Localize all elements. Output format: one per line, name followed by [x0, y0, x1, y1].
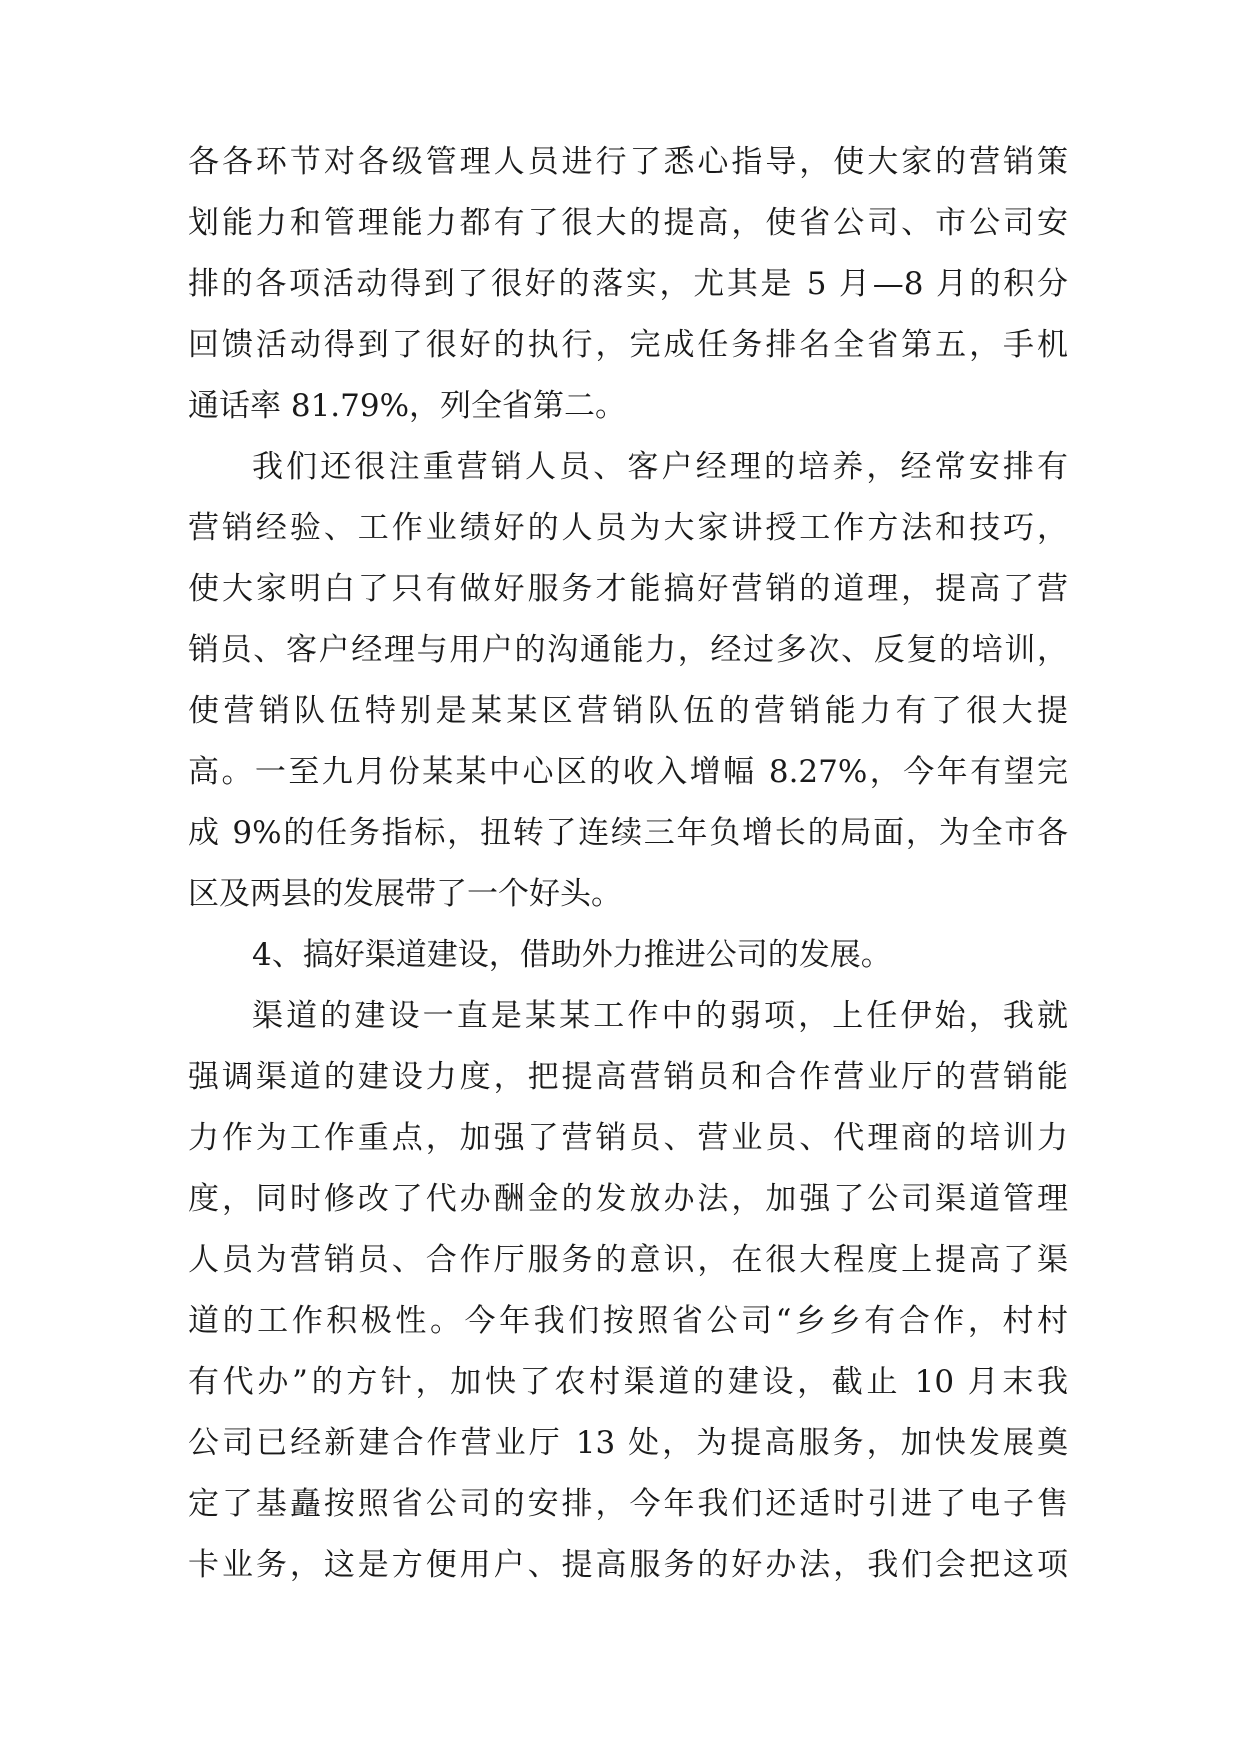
text-line: 强调渠道的建设力度，把提高营销员和合作营业厅的营销能: [188, 1059, 1068, 1095]
text-line: 各各环节对各级管理人员进行了悉心指导，使大家的营销策: [188, 144, 1068, 180]
text-line: 营销经验、工作业绩好的人员为大家讲授工作方法和技巧，: [188, 510, 1068, 546]
text-line: 使营销队伍特别是某某区营销队伍的营销能力有了很大提: [188, 693, 1068, 729]
text-line: 销员、客户经理与用户的沟通能力，经过多次、反复的培训，: [188, 632, 1068, 668]
text-line: 高。一至九月份某某中心区的收入增幅 8.27%，今年有望完: [188, 754, 1068, 790]
text-line: 人员为营销员、合作厅服务的意识，在很大程度上提高了渠: [188, 1242, 1068, 1278]
section-heading: 4、搞好渠道建设，借助外力推进公司的发展。: [252, 937, 892, 973]
text-line: 区及两县的发展带了一个好头。: [188, 876, 622, 912]
text-line: 使大家明白了只有做好服务才能搞好营销的道理，提高了营: [188, 571, 1068, 607]
text-line: 道的工作积极性。今年我们按照省公司“乡乡有合作，村村: [188, 1303, 1068, 1339]
text-line: 度，同时修改了代办酬金的发放办法，加强了公司渠道管理: [188, 1181, 1068, 1217]
text-line: 卡业务，这是方便用户、提高服务的好办法，我们会把这项: [188, 1547, 1068, 1583]
text-line: 力作为工作重点，加强了营销员、营业员、代理商的培训力: [188, 1120, 1068, 1156]
text-line: 排的各项活动得到了很好的落实，尤其是 5 月—8 月的积分: [188, 266, 1068, 302]
text-line: 回馈活动得到了很好的执行，完成任务排名全省第五，手机: [188, 327, 1068, 363]
paragraph-first-line: 我们还很注重营销人员、客户经理的培养，经常安排有: [252, 449, 1068, 485]
text-line: 公司已经新建合作营业厅 13 处，为提高服务，加快发展奠: [188, 1425, 1068, 1461]
text-line: 有代办”的方针，加快了农村渠道的建设，截止 10 月末我: [188, 1364, 1068, 1400]
text-line: 成 9%的任务指标，扭转了连续三年负增长的局面，为全市各: [188, 815, 1068, 851]
text-line: 定了基矗按照省公司的安排，今年我们还适时引进了电子售: [188, 1486, 1068, 1522]
text-line: 通话率 81.79%，列全省第二。: [188, 388, 627, 424]
paragraph-first-line: 渠道的建设一直是某某工作中的弱项，上任伊始，我就: [252, 998, 1068, 1034]
text-line: 划能力和管理能力都有了很大的提高，使省公司、市公司安: [188, 205, 1068, 241]
